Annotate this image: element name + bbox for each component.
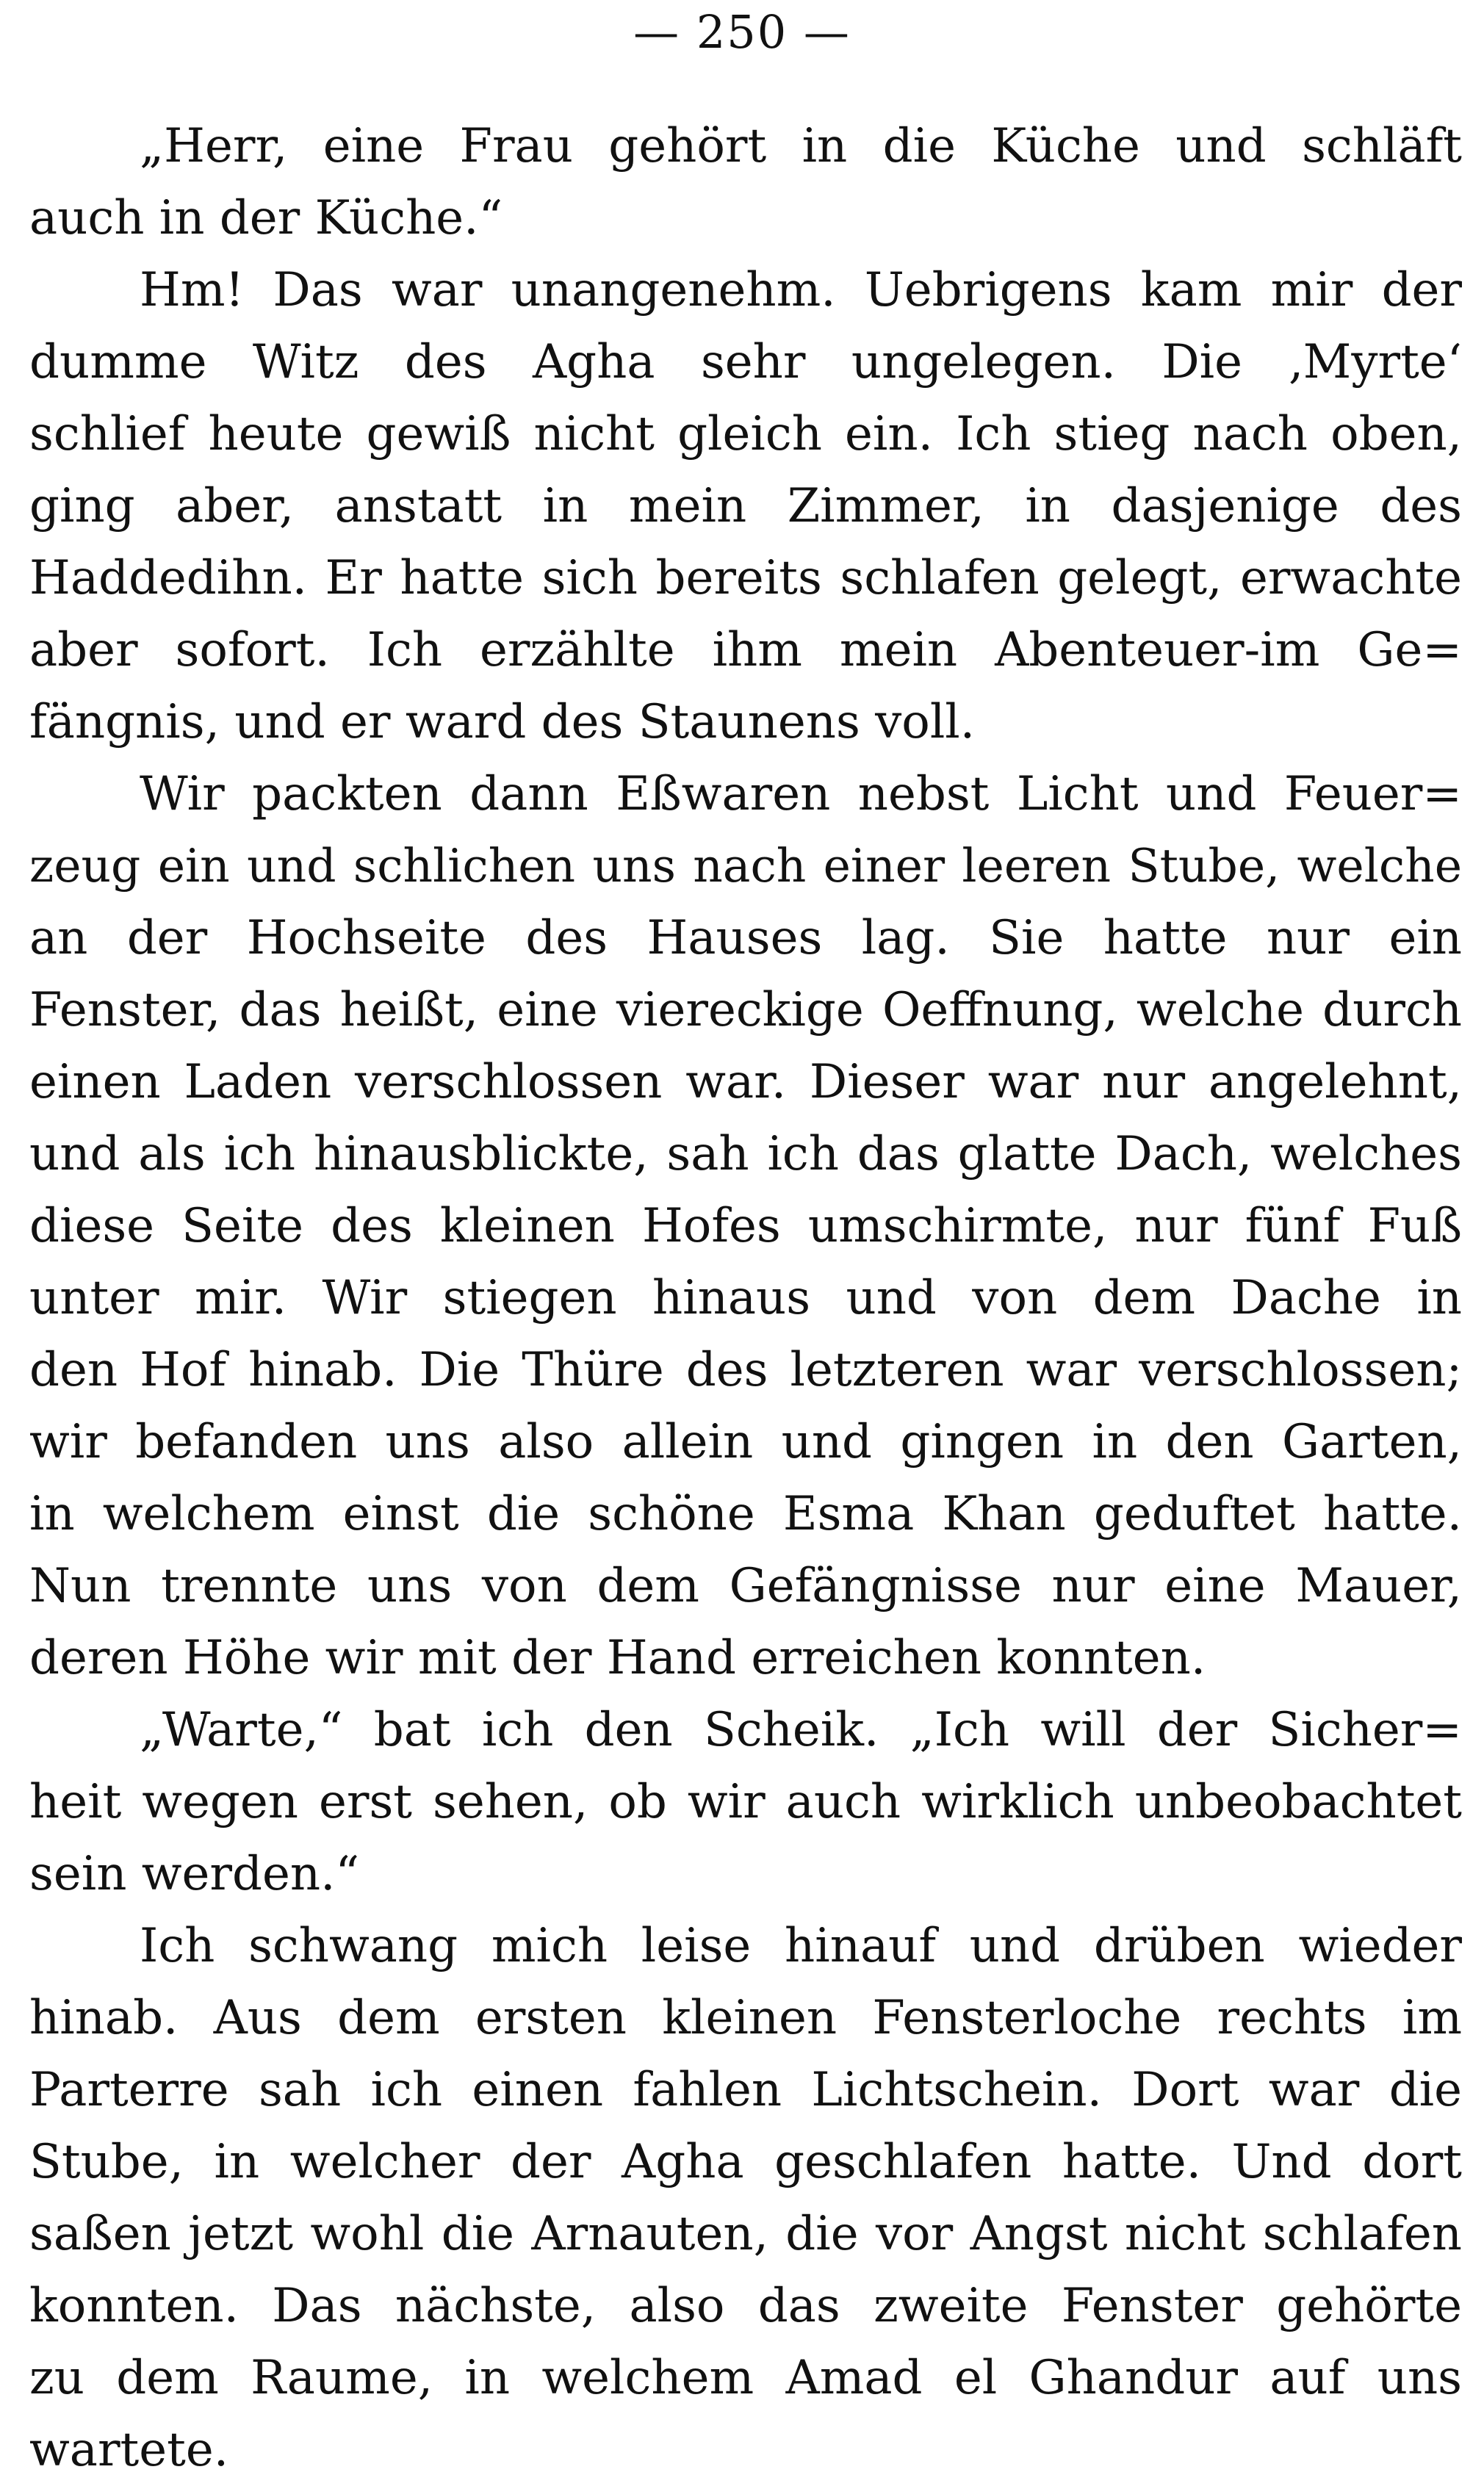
text-line: aber sofort. Ich erzählte ihm mein Abenteuer-im Ge= xyxy=(29,623,1462,677)
text-line: Ich schwang mich leise hinauf und drüben wieder xyxy=(140,1919,1462,1973)
text-line: auch in der Küche.“ xyxy=(29,191,503,245)
text-line: zu dem Raume, in welchem Amad el Ghandur auf uns xyxy=(29,2351,1462,2405)
text-line: Fenster, das heißt, eine viereckige Oeffnung, welche durch xyxy=(29,983,1462,1037)
text-line: Nun trennte uns von dem Gefängnisse nur eine Mauer, xyxy=(29,1559,1462,1613)
text-line: fängnis, und er ward des Staunens voll. xyxy=(29,695,976,749)
text-line: Haddedihn. Er hatte sich bereits schlafen gelegt, erwachte xyxy=(29,551,1462,605)
text-line: wir befanden uns also allein und gingen in den Garten, xyxy=(29,1415,1462,1469)
text-line: sein werden.“ xyxy=(29,1847,360,1901)
text-line: deren Höhe wir mit der Hand erreichen konnten. xyxy=(29,1631,1206,1685)
text-line: an der Hochseite des Hauses lag. Sie hatte nur ein xyxy=(29,911,1462,965)
text-line: und als ich hinausblickte, sah ich das glatte Dach, welches xyxy=(29,1127,1462,1181)
text-line: diese Seite des kleinen Hofes umschirmte, nur fünf Fuß xyxy=(29,1199,1462,1253)
text-line: dumme Witz des Agha sehr ungelegen. Die ‚Myrte‘ xyxy=(29,335,1462,389)
text-line: „Warte,“ bat ich den Scheik. „Ich will der Sicher= xyxy=(140,1703,1462,1757)
text-line: Parterre sah ich einen fahlen Lichtschein. Dort war die xyxy=(29,2063,1462,2117)
text-line: hinab. Aus dem ersten kleinen Fensterloche rechts im xyxy=(29,1991,1462,2045)
text-line: zeug ein und schlichen uns nach einer leeren Stube, welche xyxy=(29,839,1462,893)
text-line: Stube, in welcher der Agha geschlafen hatte. Und dort xyxy=(29,2135,1462,2189)
page-number: — 250 — xyxy=(633,5,851,59)
text-line: konnten. Das nächste, also das zweite Fenster gehörte xyxy=(29,2279,1462,2333)
text-line: den Hof hinab. Die Thüre des letzteren war verschlossen; xyxy=(29,1343,1462,1397)
text-line: schlief heute gewiß nicht gleich ein. Ich stieg nach oben, xyxy=(29,407,1462,461)
text-line: wartete. xyxy=(29,2423,229,2477)
text-line: saßen jetzt wohl die Arnauten, die vor Angst nicht schlafen xyxy=(29,2207,1462,2261)
text-line: Hm! Das war unangenehm. Uebrigens kam mir der xyxy=(140,263,1462,317)
text-line: Wir packten dann Eßwaren nebst Licht und Feuer= xyxy=(140,767,1462,821)
text-line: „Herr, eine Frau gehört in die Küche und schläft xyxy=(140,119,1462,173)
text-line: unter mir. Wir stiegen hinaus und von dem Dache in xyxy=(29,1271,1462,1325)
body-text xyxy=(29,110,1462,2486)
text-line: einen Laden verschlossen war. Dieser war nur angelehnt, xyxy=(29,1055,1462,1109)
text-line: in welchem einst die schöne Esma Khan geduftet hatte. xyxy=(29,1487,1462,1541)
text-line: ging aber, anstatt in mein Zimmer, in dasjenige des xyxy=(29,479,1462,533)
text-line: heit wegen erst sehen, ob wir auch wirklich unbeobachtet xyxy=(29,1775,1462,1829)
